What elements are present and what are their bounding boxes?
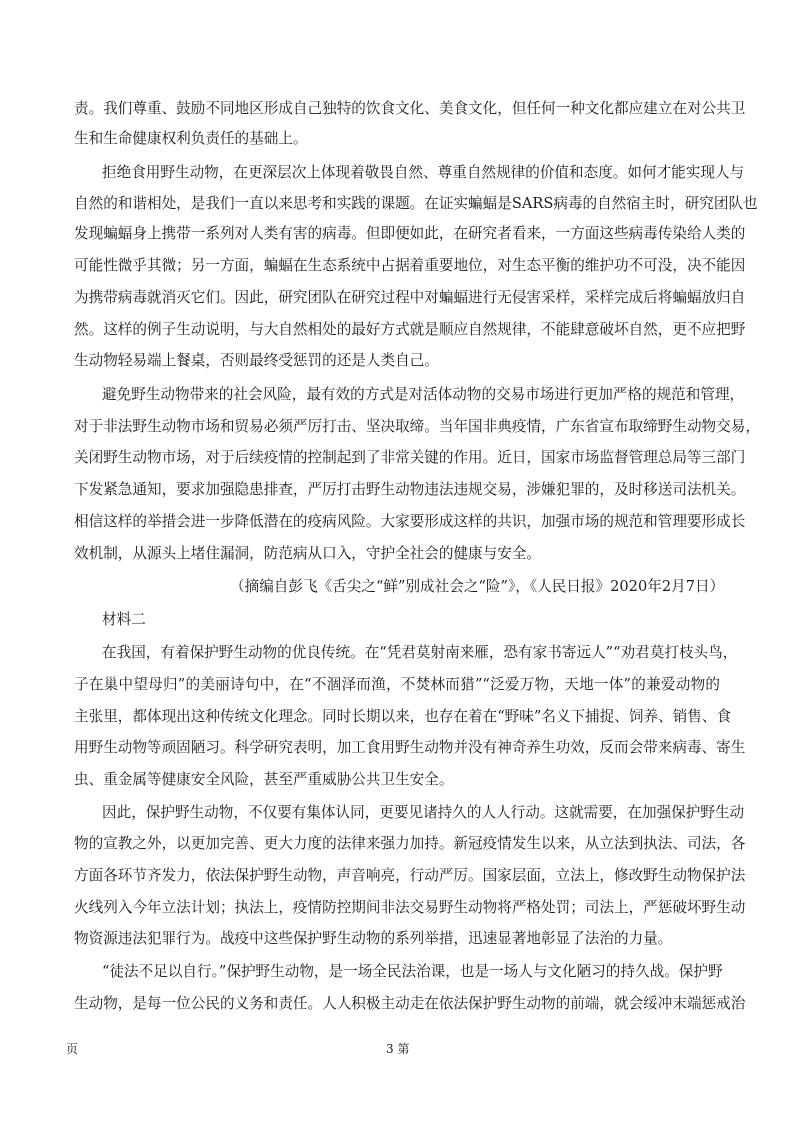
- text-line: 下发紧急通知，要求加强隐患排查，严厉打击野生动物违法违规交易，涉嫌犯罪的，及时移送司法机关。: [74, 481, 746, 498]
- text-line: 避免野生动物带来的社会风险，最有效的方式是对活体动物的交易市场进行更加严格的规范和管理，: [102, 386, 745, 403]
- footer-page-label: 页: [66, 1042, 79, 1056]
- text-line: 在我国，有着保护野生动物的优良传统。在“凭君莫射南来雁，恐有家书寄远人”“劝君莫打枝头鸟，: [102, 644, 738, 661]
- text-line: 子在巢中望母归”的美丽诗句中，在“不涸泽而渔，不焚林而猎”“泛爱万物，天地一体”的兼爱动物的: [74, 676, 720, 693]
- text-line: 关闭野生动物市场，对于后续疫情的控制起到了非常关键的作用。近日，国家市场监督管理总局等三部门: [74, 449, 746, 466]
- footer-page-number: 3 第: [386, 1042, 410, 1056]
- text-line: 对于非法野生动物市场和贸易必须严厉打击、坚决取缔。当年国非典疫情，广东省宣布取缔野生动物交易，: [74, 418, 760, 435]
- text-line: 效机制，从源头上堵住漏洞，防范病从口入，守护全社会的健康与安全。: [74, 545, 542, 562]
- text-line: 相信这样的举措会进一步降低潜在的疫病风险。大家要形成这样的共识，加强市场的规范和管理要形成长: [74, 513, 746, 530]
- text-line: 然。这样的例子生动说明，与大自然相处的最好方式就是顺应自然规律，不能肆意破坏自然，更不应把野: [74, 321, 746, 338]
- source-citation: （摘编自彭飞《舌尖之“鲜”别成社会之“险”》，《人民日报》2020年2月7日）: [230, 578, 725, 595]
- section-heading: 材料二: [102, 611, 146, 628]
- text-line: 发现蝙蝠身上携带一系列对人类有害的病毒。但即便如此，在研究者看来，一方面这些病毒传染给人类的: [74, 225, 746, 242]
- text-line: 方面各环节齐发力，依法保护野生动物，声音响亮，行动严厉。国家层面，立法上，修改野生动物保护法: [74, 867, 746, 884]
- text-line: 可能性微乎其微；另一方面，蝙蝠在生态系统中占据着重要地位，对生态平衡的维护功不可没，决不能因: [74, 257, 746, 274]
- text-line: 因此，保护野生动物，不仅要有集体认同，更要见诸持久的人人行动。这就需要，在加强保护野生动: [102, 804, 745, 821]
- text-line: 生动物轻易端上餐桌，否则最终受惩罚的还是人类自己。: [74, 352, 439, 369]
- text-line: 生动物，是每一位公民的义务和责任。人人积极主动走在依法保护野生动物的前端，就会绥冲末端惩戒治: [74, 995, 746, 1012]
- text-line: 虫、重金属等健康安全风险，甚至严重威胁公共卫生安全。: [74, 771, 454, 788]
- text-line: 责。我们尊重、鼓励不同地区形成自己独特的饮食文化、美食文化，但任何一种文化都应建立在对公共卫: [74, 100, 746, 117]
- text-line: “徒法不足以自行。”保护野生动物，是一场全民法治课，也是一场人与文化陋习的持久战。保护野: [102, 963, 723, 980]
- text-line: 用野生动物等顽固陋习。科学研究表明，加工食用野生动物并没有神奇养生功效，反而会带来病毒、寄生: [74, 739, 746, 756]
- text-line: 拒绝食用野生动物，在更深层次上体现着敬畏自然、尊重自然规律的价值和态度。如何才能实现人与: [102, 164, 745, 181]
- text-line: 火线列入今年立法计划；执法上，疫情防控期间非法交易野生动物将严格处罚；司法上，严惩破坏野生动: [74, 899, 746, 916]
- text-line: 主张里，都体现出这种传统文化理念。同时长期以来，也存在着在“野味”名义下捕捉、饲养、销售、食: [74, 708, 732, 725]
- text-line: 生和生命健康权利负责任的基础上。: [74, 130, 308, 147]
- text-line: 为携带病毒就消灭它们。因此，研究团队在研究过程中对蝙蝠进行无侵害采样，采样完成后将蝙蝠放归自: [74, 289, 746, 306]
- text-line: 物资源违法犯罪行为。战疫中这些保护野生动物的系列举措，迅速显著地彰显了法治的力量。: [74, 930, 673, 947]
- text-line: 物的宣教之外，以更加完善、更大力度的法律来强力加持。新冠疫情发生以来，从立法到执法、司法，各: [74, 835, 746, 852]
- text-line: 自然的和谐相处，是我们一直以来思考和实践的课题。在证实蝙蝠是SARS病毒的自然宿主时，研究团队也: [74, 195, 758, 212]
